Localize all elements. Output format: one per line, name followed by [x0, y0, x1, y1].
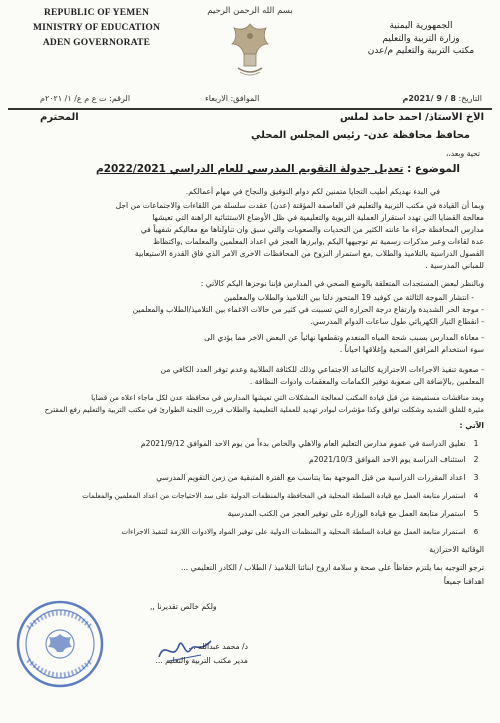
official-stamp-icon	[14, 598, 106, 690]
recipient-line: الأخ الأستاذ/ احمد حامد لملس	[339, 112, 484, 123]
body-line: ترجو التوجيه بما يلتزم حفاظاً على صحة و سلامة اروح ابنائنا التلاميذ / الطلاب / الكادر التعليمي ...	[180, 563, 484, 572]
hijri-date-label: الموافق:	[230, 94, 260, 103]
hijri-date-field	[205, 94, 259, 103]
body-line: مدارس المحافظة جراء ما عانته الكثير من التحديات والصعوبات والتي سبق وان تناولناها مع معاليكم شفهياً في	[140, 225, 484, 234]
reference-number-field	[40, 94, 130, 103]
signer-block	[108, 640, 248, 668]
body-line: للمباني المدرسية .	[425, 261, 484, 270]
body-line: اهدافنا جميعاً	[443, 577, 484, 586]
list-item-text: تعليق الدراسة في عموم مدارس التعليم العام والاهلي والخاص بدءاً من يوم الاحد الموافق 2021/9/12م	[140, 439, 466, 448]
reference-number-value: ت ع م ع/ ۱/ ۲۰۲۱م	[40, 94, 107, 103]
subject-label: الموضوع :	[407, 164, 460, 175]
recipient-honorific: المحترم	[40, 112, 79, 123]
bullet-line: - انتشار الموجة الثالثة من كوفيد 19 المتحور دلتا بين التلاميذ والطلاب والمعلمين	[224, 293, 474, 302]
subject-line	[96, 164, 460, 176]
list-item-text: استمرار متابعة العمل مع قيادة السلطة المحلية و المنظمات الدولية على توفير المواد والادوات اللازمة لتنفيذ الاجراءات	[121, 527, 466, 536]
list-item	[60, 526, 484, 537]
list-item	[60, 508, 484, 519]
body-line: وبعد مناقشات مستفيضة من قبل قيادة المكتب لمعالجة المشكلات التي تعيشها المدارس في محافظة عدن لكل ماجاء اعلاه من قضايا	[91, 393, 484, 402]
header-en-line2: MINISTRY OF EDUCATION	[32, 23, 161, 33]
list-item-text: استمرار متابعة العمل مع قيادة السلطة المحلية في المحافظة والمنظمات الدولية على سد الاحتياجات من اعداد المعلمين والمعلمات	[82, 491, 466, 500]
signer-name: د/ محمد عبدالله ...	[188, 642, 248, 651]
reference-number-label: الرقم:	[109, 94, 131, 103]
list-item	[60, 472, 484, 483]
list-item-number: 4	[473, 491, 479, 500]
yemen-eagle-emblem-icon	[226, 20, 274, 80]
bullet-line: - انقطاع التيار الكهربائي طول ساعات الدوام المدرسي.	[310, 317, 484, 326]
list-item-number: 1	[473, 439, 479, 448]
bullet-line: - موجة الحر الشديدة وارتفاع درجة الحرارة التي تسببت في كثير من حالات الاغماء بين التلاميذ/الطلاب والمعلمين	[132, 305, 484, 314]
body-line: عدة لقاءات وعبر مذكرات رسمية تم توجيهها اليكم ,وابرزها العجز في اعداد المعلمين والمعلمات ,واكتظاظ	[153, 237, 484, 246]
hijri-date-value: الاربعاء	[205, 94, 228, 103]
recipient-title: محافظ محافظة عدن- رئيس المجلس المحلي	[251, 130, 470, 141]
body-line: الفصول الدراسية بالتلاميذ والطلاب ,مع استمرار النزوح من المحافظات الاخرى الامر الذي فاق القدرة الاستيعابية	[134, 249, 484, 258]
body-line: الوقائية الاحترازية	[429, 545, 484, 554]
bullet-line: سوء استخدام المرافق الصحية وإغلاقها احياناً .	[339, 345, 484, 354]
header-en-line1: REPUBLIC OF YEMEN	[43, 8, 150, 18]
list-item-number: 2	[473, 455, 479, 464]
closing-line: ولكم خالص تقديرنا ,,	[150, 602, 217, 611]
list-item	[60, 454, 484, 465]
body-line: مثيرة للقلق الشديد وشكلت توافق وكذا مؤشرات لبوادر تهديد للعملية التعليمية والطلاب قررت اللجنة الطوارئ في مكتب التربية والتعليم رفع المقترح	[44, 405, 484, 414]
date-field	[402, 94, 482, 103]
bullet-line: - معاناة المدارس بسبب شحة المياه المنعدم وتقطعها نهائياً عن البعض الاخر مما يؤدي الى	[204, 333, 484, 342]
header-divider	[8, 108, 492, 110]
list-item-text: استمرار متابعة العمل مع قيادة الوزارة على توفير العجز من الكتب المدرسية	[227, 509, 466, 518]
greeting: تحية وبعد،،	[445, 149, 480, 158]
list-item-number: 3	[473, 473, 479, 482]
list-item-text: اعداد المقررات الدراسية من قبل الموجهة بما يتناسب مع الفترة المتبقية من زمن التقويم المدرسي	[156, 473, 466, 482]
bullet-line: - صعوبة تنفيذ الاجراءات الاحترازية كالتباعد الاجتماعي وذلك للكثافة الطلابية وعدم توفر العدد الكافي من	[160, 365, 484, 374]
date-label: التاريخ:	[458, 94, 482, 103]
body-line: وبما أن القيادة في مكتب التربية والتعليم في العاصمة المؤقتة (عدن) عقدت سلسلة من اللقاءات والاجتماعات من اجل	[115, 201, 484, 210]
intro-paragraph: في البدء نهديكم أطيب التحايا متمنين لكم دوام التوفيق والنجاح في مهام أعمالكم.	[185, 187, 440, 196]
subject-text: تعديل جدولة التقويم المدرسي للعام الدراسي 2022/2021م	[95, 164, 404, 175]
list-item	[60, 490, 484, 501]
list-item-number: 6	[473, 527, 479, 536]
body-line: معالجة القضايا التي تهدد استقرار العملية التربوية والتعليمية في ظل الأوضاع الاستثنائية الراهنة التي تعيشها	[152, 213, 484, 222]
date-value: 8 / 9 /2021م	[402, 94, 456, 103]
body-line: الآتي :	[459, 421, 484, 430]
header-en-line3: ADEN GOVERNORATE	[42, 38, 151, 48]
bullet-line: المعلمين ,بالإضافة الى صعوبة توفير الكمامات والمعقمات وادوات النظافة .	[249, 377, 484, 386]
list-item-number: 5	[473, 509, 479, 518]
english-letterhead	[14, 6, 179, 51]
basmala: بسم الله الرحمن الرحيم	[207, 6, 293, 16]
list-item	[60, 438, 484, 449]
header-ar-line3: مكتب التربية والتعليم م/عدن	[367, 46, 475, 56]
header-ar-line1: الجمهورية اليمنية	[389, 21, 453, 31]
arabic-letterhead	[356, 20, 486, 58]
list-item-text: استئناف الدراسة يوم الاحد الموافق 2021/10/3م	[309, 455, 466, 464]
signer-title: مدير مكتب التربية والتعليم ...	[155, 656, 248, 665]
header-ar-line2: وزارة التربية والتعليم	[382, 33, 460, 44]
body-line: وبالنظر لبعض المستجدات المتعلقة بالوضع الصحي في المدارس فإننا نوجزها اليكم كالآتي :	[200, 279, 484, 288]
